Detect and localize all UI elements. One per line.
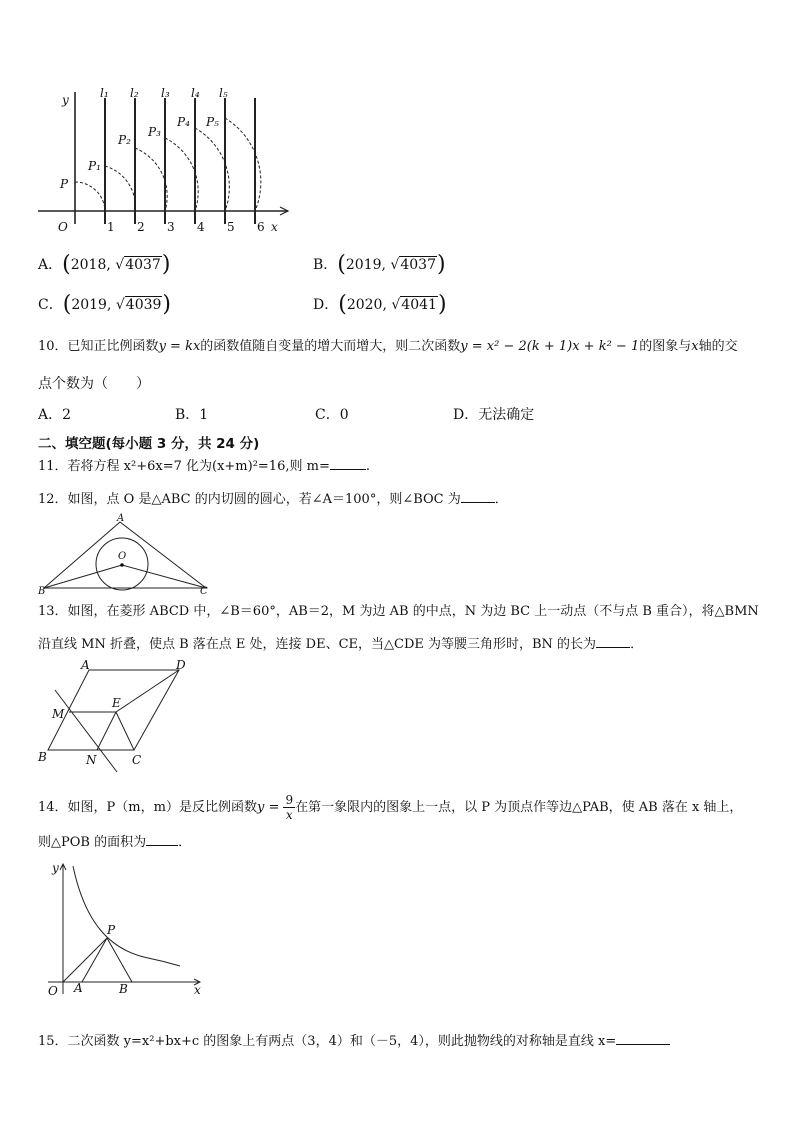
q9-option-a: A．(2018, √4037) bbox=[38, 252, 171, 277]
q14-line1: 14．如图，P（m，m）是反比例函数y = $\frac{9}{x}$ 在第一象限内的图象上一点，以 P 为顶点作等边△PAB，使 AB 落在 x 轴上， bbox=[38, 793, 743, 822]
label-O: O bbox=[48, 984, 58, 998]
q9-option-c: C．(2019, √4039) bbox=[38, 292, 172, 317]
label-P4: P₄ bbox=[177, 115, 190, 129]
axis-y-label: y bbox=[62, 93, 69, 107]
label-N: N bbox=[86, 753, 97, 767]
arc-4 bbox=[165, 138, 198, 211]
label-A: A bbox=[81, 658, 90, 672]
q9-option-d: D．(2020, √4041) bbox=[313, 292, 447, 317]
q9-figure bbox=[30, 84, 300, 236]
origin-label: O bbox=[58, 220, 68, 234]
label-C: C bbox=[132, 753, 142, 767]
label-C: C bbox=[200, 586, 208, 596]
fraction-9-over-x: $\frac{9}{x}$ bbox=[285, 793, 294, 822]
axis-x-label: x bbox=[271, 220, 278, 234]
q9-option-b: B．(2019, √4037) bbox=[313, 252, 446, 277]
q14-line2: 则△POB 的面积为 ． bbox=[38, 831, 191, 853]
label-M: M bbox=[52, 707, 65, 721]
q10-option-b: B．1 bbox=[175, 407, 209, 423]
q10-option-a: A．2 bbox=[38, 407, 72, 423]
label-l4: l₄ bbox=[191, 86, 200, 100]
axis-y-label: y bbox=[52, 861, 59, 875]
label-A: A bbox=[74, 981, 83, 995]
hyperbola bbox=[73, 866, 180, 966]
answer-blank bbox=[330, 455, 366, 470]
label-P2: P₂ bbox=[118, 133, 131, 147]
q12-figure bbox=[34, 512, 214, 596]
arc-3 bbox=[135, 148, 167, 211]
rhombus-abcd bbox=[48, 670, 179, 750]
label-P: P bbox=[107, 923, 116, 937]
tick-label: 6 bbox=[257, 220, 265, 234]
label-l2: l₂ bbox=[130, 86, 139, 100]
answer-blank bbox=[616, 1030, 670, 1045]
q13-figure bbox=[34, 658, 200, 776]
section-heading: 二、填空题(每小题 3 分，共 24 分) bbox=[38, 436, 260, 452]
label-B: B bbox=[38, 586, 46, 596]
label-l1: l₁ bbox=[100, 86, 109, 100]
label-P3: P₃ bbox=[148, 125, 161, 139]
q10-line2: 点个数为（ ） bbox=[38, 376, 150, 392]
label-P: P bbox=[60, 177, 69, 191]
label-D: D bbox=[176, 658, 186, 672]
label-P5: P₅ bbox=[206, 115, 219, 129]
arc-1 bbox=[75, 182, 105, 211]
label-A: A bbox=[117, 513, 125, 524]
tick-label: 5 bbox=[227, 220, 235, 234]
q10-option-d: D．无法确定 bbox=[453, 407, 535, 423]
tick-label: 2 bbox=[137, 220, 145, 234]
label-P1: P₁ bbox=[88, 159, 101, 173]
tick-label: 4 bbox=[197, 220, 205, 234]
tick-label: 3 bbox=[167, 220, 175, 234]
label-O: O bbox=[118, 551, 127, 562]
label-l3: l₃ bbox=[161, 86, 170, 100]
q11: 11．若将方程 x²+6x=7 化为(x+m)²=16,则 m= . bbox=[38, 455, 370, 477]
q15: 15．二次函数 y=x²+bx+c 的图象上有两点（3，4）和（－5，4），则此抛物线的对称轴是直线 x= bbox=[38, 1030, 670, 1052]
label-l5: l₅ bbox=[219, 86, 228, 100]
label-E: E bbox=[112, 696, 121, 710]
answer-blank bbox=[461, 488, 495, 503]
q13-line1: 13．如图，在菱形 ABCD 中，∠B＝60°，AB＝2，M 为边 AB 的中点，N 为边 BC 上一动点（不与点 B 重合），将△BMN bbox=[38, 604, 759, 619]
answer-blank bbox=[146, 831, 178, 846]
q10-option-c: C．0 bbox=[315, 407, 349, 423]
tick-label: 1 bbox=[107, 220, 115, 234]
q14-figure bbox=[40, 858, 206, 1000]
q12: 12．如图，点 O 是△ABC 的内切圆的圆心，若∠A＝100°，则∠BOC 为 ． bbox=[38, 488, 508, 510]
label-B: B bbox=[38, 750, 47, 764]
label-B: B bbox=[119, 982, 128, 996]
q13-line2: 沿直线 MN 折叠，使点 B 落在点 E 处，连接 DE、CE，当△CDE 为等腰三角形时，BN 的长为 ． bbox=[38, 633, 643, 655]
q10-line1: 10．已知正比例函数y = kx的函数值随自变量的增大而增大，则二次函数y = x² − 2(k + 1)x + k² − 1的图象与x轴的交 bbox=[38, 339, 738, 354]
answer-blank bbox=[596, 633, 630, 648]
arc-2 bbox=[105, 166, 135, 211]
axis-x-label: x bbox=[194, 983, 201, 997]
